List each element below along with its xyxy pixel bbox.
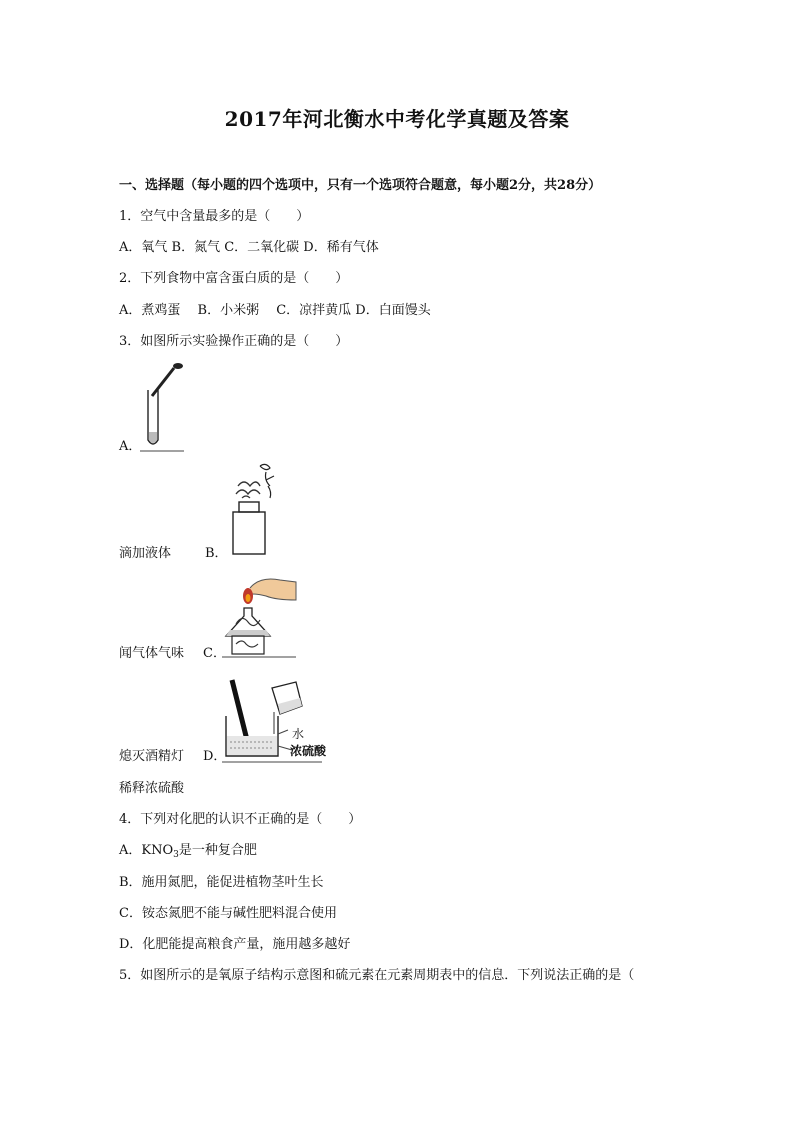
question-3-stem: 3．如图所示实验操作正确的是（ ） xyxy=(119,334,349,349)
gas-bottle-smell-figure xyxy=(224,460,280,560)
question-1-stem: 1．空气中含量最多的是（ ） xyxy=(119,209,310,224)
question-4-option-a-sub: 3 xyxy=(173,850,179,860)
question-3-caption-c: 熄灭酒精灯 xyxy=(119,749,185,764)
question-4-option-b: B．施用氮肥，能促进植物茎叶生长 xyxy=(119,875,324,890)
question-4-stem: 4．下列对化肥的认识不正确的是（ ） xyxy=(119,812,362,827)
question-3-option-d-letter: D． xyxy=(203,749,227,764)
question-3-option-a-letter: A． xyxy=(119,439,142,454)
question-1-options: A．氧气 B．氮气 C．二氧化碳 D．稀有气体 xyxy=(119,240,379,255)
question-3-caption-b: 闻气体气味 xyxy=(119,646,185,661)
alcohol-lamp-figure xyxy=(222,568,298,660)
page-title: 2017年河北衡水中考化学真题及答案 xyxy=(224,107,570,131)
figure-label-water: 水 xyxy=(292,727,305,741)
question-4-option-a-pre: A．KNO xyxy=(119,843,174,858)
question-2-options: A．煮鸡蛋 B．小米粥 C．凉拌黄瓜 D．白面馒头 xyxy=(119,303,431,318)
question-2-stem: 2．下列食物中富含蛋白质的是（ ） xyxy=(119,271,349,286)
question-3-caption-a: 滴加液体 xyxy=(119,546,172,561)
section-heading: 一、选择题（每小题的四个选项中，只有一个选项符合题意，每小题2分，共28分） xyxy=(119,178,602,193)
question-5-stem: 5．如图所示的是氧原子结构示意图和硫元素在元素周期表中的信息．下列说法正确的是（ xyxy=(119,968,635,983)
dropper-test-tube-figure xyxy=(138,362,188,454)
figure-label-acid: 浓硫酸 xyxy=(290,744,327,758)
question-3-option-c-letter: C． xyxy=(203,646,226,661)
question-4-option-c: C．铵态氮肥不能与碱性肥料混合使用 xyxy=(119,906,337,921)
question-4-option-a-post: 是一种复合肥 xyxy=(178,843,257,858)
question-4-option-d: D．化肥能提高粮食产量，施用越多越好 xyxy=(119,937,351,952)
question-3-caption-d: 稀释浓硫酸 xyxy=(119,781,185,796)
question-4-option-a xyxy=(119,842,257,864)
question-3-option-b-letter: B． xyxy=(205,546,228,561)
